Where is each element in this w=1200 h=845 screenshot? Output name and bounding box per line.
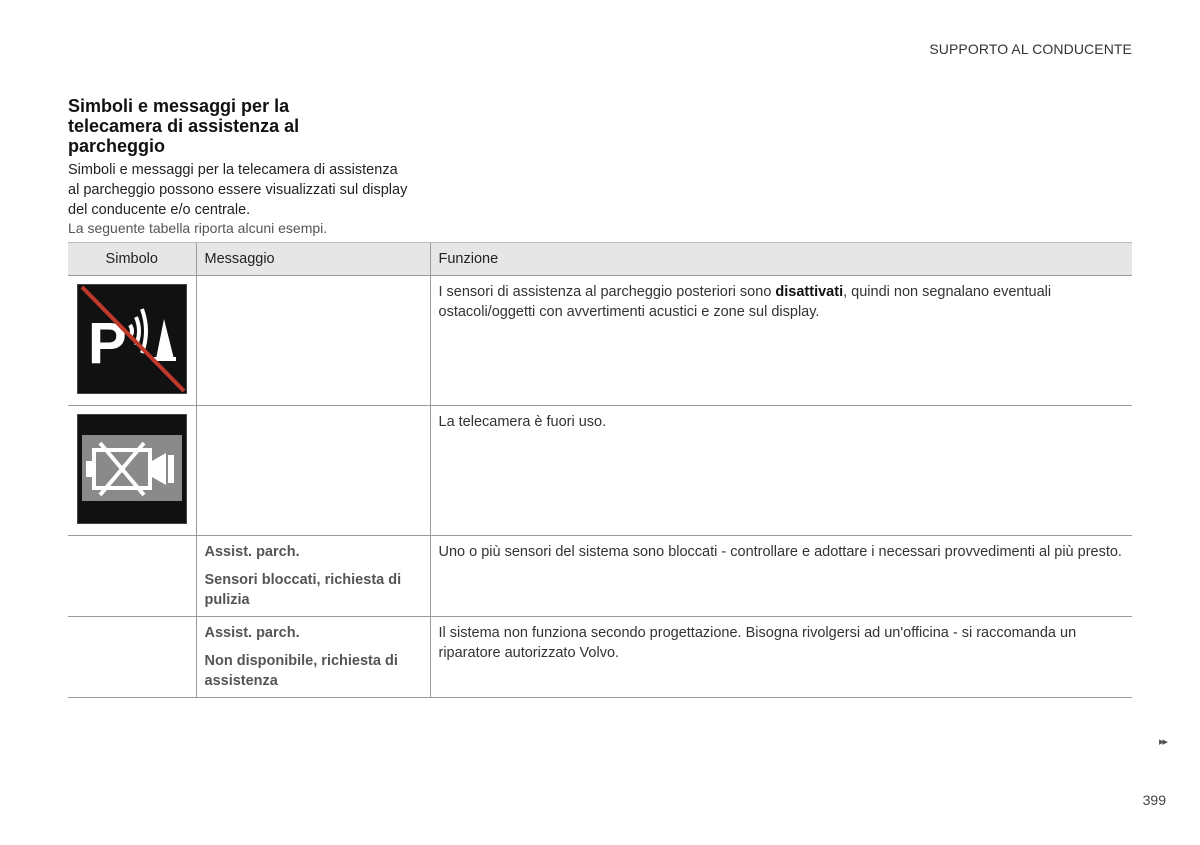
message-title: Assist. parch. bbox=[204, 544, 300, 560]
symbol-cell bbox=[68, 406, 196, 536]
header-message: Messaggio bbox=[196, 243, 430, 276]
header-symbol: Simbolo bbox=[68, 243, 196, 276]
symbols-table bbox=[68, 242, 1132, 698]
intro-note: La seguente tabella riporta alcuni esempi. bbox=[68, 220, 328, 236]
continue-arrows-icon: ▸▸ bbox=[1158, 736, 1166, 748]
message-cell bbox=[196, 617, 430, 698]
function-cell: Il sistema non funziona secondo progettazione. Bisogna rivolgersi ad un'officina - si raccomanda un riparatore autorizzato Volvo. bbox=[430, 617, 1132, 698]
message-title: Assist. parch. bbox=[204, 625, 300, 641]
intro-text: Simboli e messaggi per la telecamera di assistenza al parcheggio possono essere visualizzati sul display del conducente e/o centrale. bbox=[68, 162, 408, 218]
page-number: 399 bbox=[1142, 792, 1166, 808]
table-header-row bbox=[68, 243, 1132, 276]
header-function: Funzione bbox=[430, 243, 1132, 276]
message-cell bbox=[196, 276, 430, 406]
function-cell: La telecamera è fuori uso. bbox=[430, 406, 1132, 536]
function-emphasis: disattivati bbox=[775, 284, 844, 300]
message-cell bbox=[196, 536, 430, 617]
camera-out-of-order-icon bbox=[77, 414, 187, 524]
function-cell: Uno o più sensori del sistema sono bloccati - controllare e adottare i necessari provvedimenti al più presto. bbox=[430, 536, 1132, 617]
svg-text:P: P bbox=[87, 311, 127, 376]
table-row bbox=[68, 406, 1132, 536]
message-detail: Non disponibile, richiesta di assistenza bbox=[204, 653, 398, 689]
symbol-cell bbox=[68, 617, 196, 698]
message-detail: Sensori bloccati, richiesta di pulizia bbox=[204, 572, 402, 608]
table-row bbox=[68, 617, 1132, 698]
function-cell: I sensori di assistenza al parcheggio posteriori sono disattivati, quindi non segnalano eventuali ostacoli/oggetti con avvertimenti acustici e zone sul display. bbox=[430, 276, 1132, 406]
parking-sensors-off-icon bbox=[77, 284, 187, 394]
table-row bbox=[68, 276, 1132, 406]
table-row bbox=[68, 536, 1132, 617]
running-header: SUPPORTO AL CONDUCENTE bbox=[929, 41, 1132, 57]
message-cell bbox=[196, 406, 430, 536]
section-title: Simboli e messaggi per la telecamera di assistenza al parcheggio bbox=[68, 96, 300, 156]
symbol-cell bbox=[68, 276, 196, 406]
symbol-cell bbox=[68, 536, 196, 617]
